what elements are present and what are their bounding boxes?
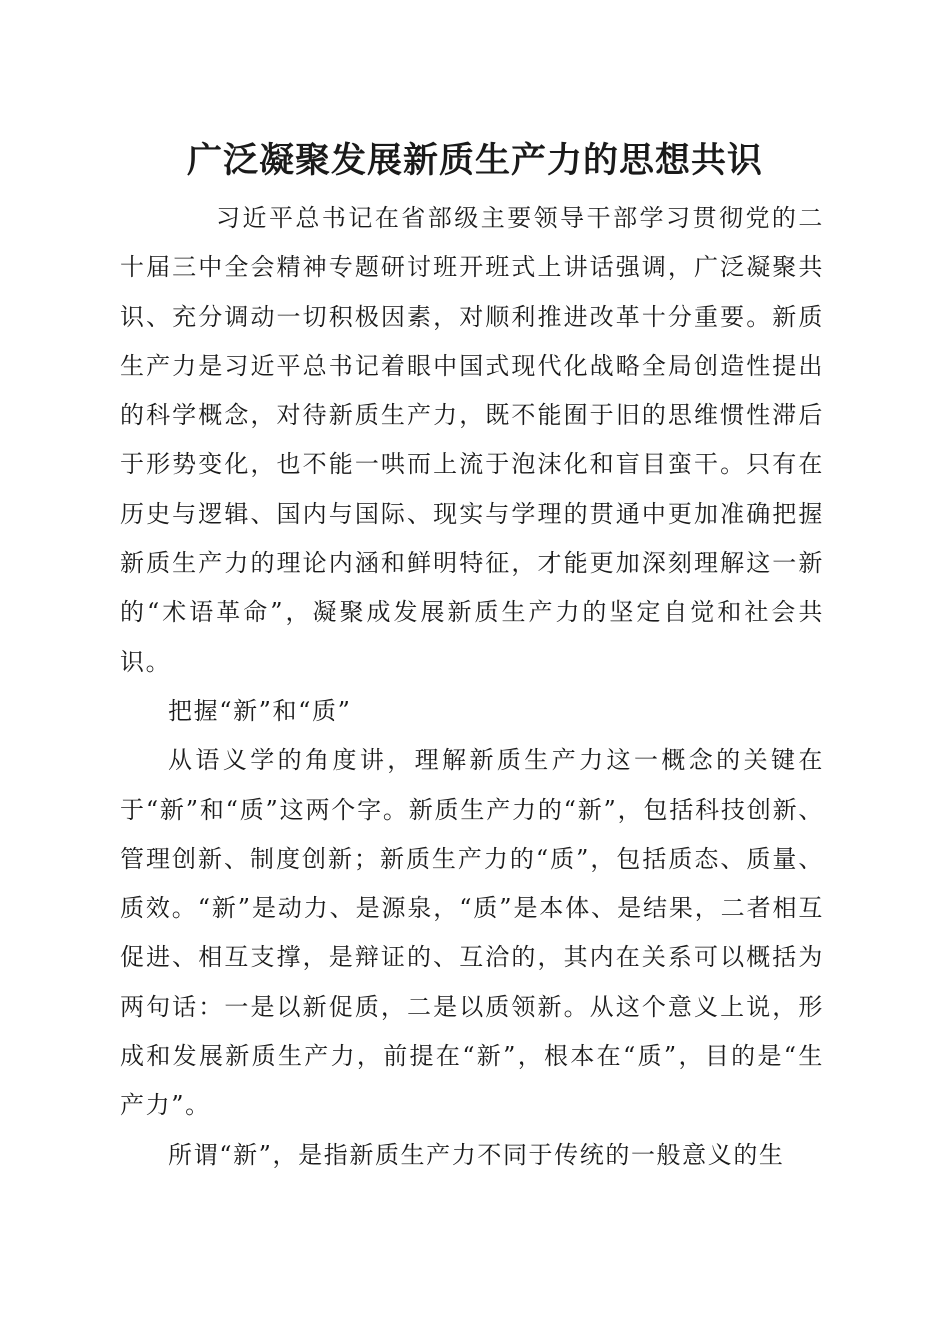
document-body [120,194,824,1180]
section-heading: 把握“新”和“质” [168,696,352,725]
paragraph-new-definition: 所谓“新”，是指新质生产力不同于传统的一般意义的生 [168,1140,785,1169]
paragraph-intro: 习近平总书记在省部级主要领导干部学习贯彻党的二十届三中全会精神专题研讨班开班式上讲话强调，广泛凝聚共识、充分调动一切积极因素，对顺利推进改革十分重要。新质生产力是习近平总书记着眼中国式现代化战略全局创造性提出的科学概念，对待新质生产力，既不能囿于旧的思维惯性滞后于形势变化，也不能一哄而上流于泡沫化和盲目蛮干。只有在历史与逻辑、国内与国际、现实与学理的贯通中更加准确把握新质生产力的理论内涵和鲜明特征，才能更加深刻理解这一新的“术语革命”，凝聚成发展新质生产力的坚定自觉和社会共识。 [120,204,824,676]
document-title: 广泛凝聚发展新质生产力的思想共识 [186,140,763,181]
paragraph-semantics: 从语义学的角度讲，理解新质生产力这一概念的关键在于“新”和“质”这两个字。新质生产力的“新”，包括科技创新、管理创新、制度创新；新质生产力的“质”，包括质态、质量、质效。“新”是动力、是源泉，“质”是本体、是结果，二者相互促进、相互支撑，是辩证的、互洽的，其内在关系可以概括为两句话：一是以新促质，二是以质领新。从这个意义上说，形成和发展新质生产力，前提在“新”，根本在“质”，目的是“生产力”。 [120,746,824,1120]
